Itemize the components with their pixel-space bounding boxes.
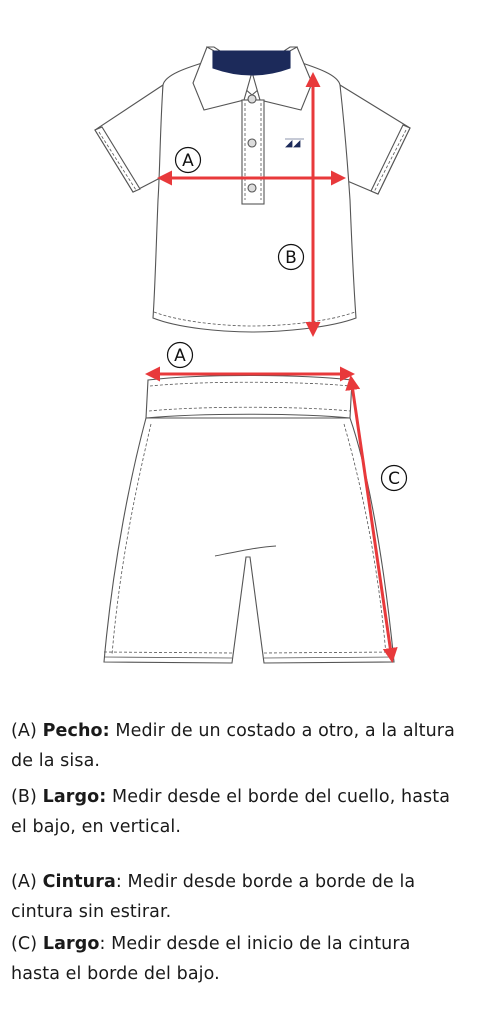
legend-item-polo-length (11, 782, 495, 842)
marker-a-waist (168, 343, 193, 368)
legend-description-cont: hasta el borde del bajo. (11, 964, 220, 984)
legend-item-chest (11, 716, 495, 776)
shorts-body (104, 418, 394, 663)
marker-c-shorts-length (382, 466, 407, 491)
marker-b-length (279, 245, 304, 270)
legend-description-cont: el bajo, en vertical. (11, 817, 182, 837)
legend-prefix: (A) (11, 872, 43, 892)
legend-prefix: (C) (11, 934, 43, 954)
legend-term: Pecho: (42, 721, 110, 741)
svg-text:C: C (388, 469, 400, 489)
legend-description-cont: cintura sin estirar. (11, 902, 172, 922)
legend-description-cont: de la sisa. (11, 751, 101, 771)
marker-a-chest (176, 148, 201, 173)
legend-description: : Medir desde el inicio de la cintura (99, 934, 411, 954)
polo-shirt-illustration (95, 47, 410, 332)
legend-item-waist (11, 867, 495, 927)
legend-prefix: (A) (11, 721, 43, 741)
legend-description: : Medir desde borde a borde de la (115, 872, 416, 892)
svg-text:A: A (174, 346, 186, 366)
legend-term: Largo: (42, 787, 107, 807)
shorts-waistband (146, 376, 352, 419)
legend-description: Medir de un costado a otro, a la altura (109, 721, 455, 741)
legend-description: Medir desde el borde del cuello, hasta (106, 787, 451, 807)
shorts-illustration (104, 376, 394, 664)
svg-text:B: B (285, 248, 297, 268)
legend-prefix: (B) (11, 787, 43, 807)
legend-term: Largo (42, 934, 100, 954)
legend-item-shorts-length (11, 929, 495, 989)
svg-text:A: A (182, 151, 194, 171)
legend-term: Cintura (42, 872, 116, 892)
